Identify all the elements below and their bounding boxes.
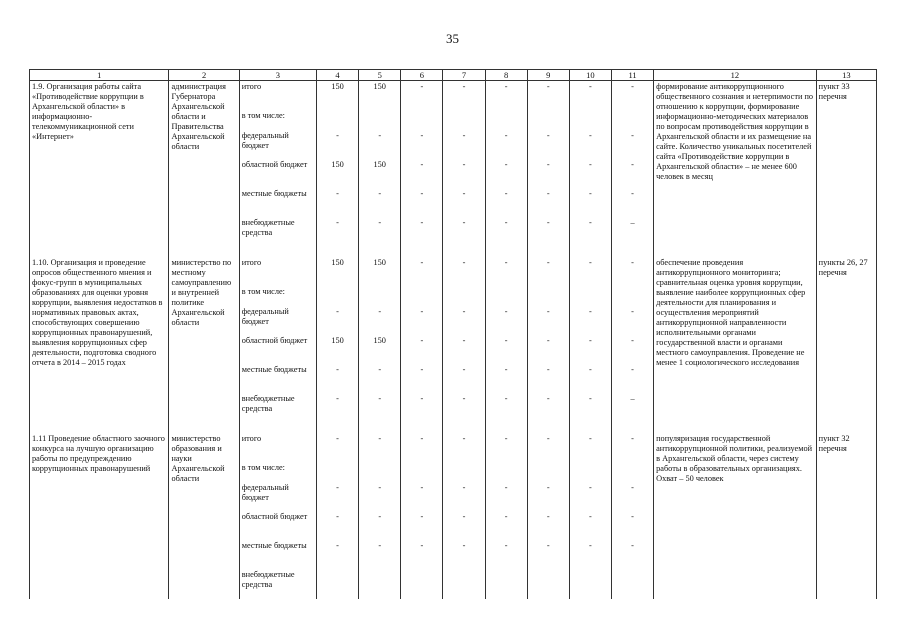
header-cell: 7: [443, 70, 485, 81]
amount-cell: -: [546, 160, 550, 169]
amount-cell: -: [378, 365, 382, 374]
amount-cell: -: [378, 189, 382, 198]
amount-cell: [572, 463, 609, 483]
executor: министерство по местному самоуправлению и внутренней политике Архангельской области: [169, 257, 239, 423]
amount-cell: -: [378, 512, 382, 521]
amount-cell: -: [462, 483, 466, 492]
spacer-cell: [816, 423, 876, 433]
amount-cell: -: [336, 434, 339, 443]
amount-cell: [361, 111, 398, 131]
amount-cell: [530, 570, 567, 599]
spacer-cell: [401, 247, 443, 257]
amount-cell: -: [462, 218, 466, 227]
amount-cell: -: [462, 307, 466, 316]
amount-cell: 150: [331, 336, 344, 345]
spacer-cell: [816, 247, 876, 257]
amount-cell: [361, 570, 398, 599]
amount-cell: [403, 287, 440, 307]
amount-column: [316, 433, 358, 599]
amount-cell: [403, 111, 440, 131]
amount-cell: -: [504, 131, 508, 140]
amount-cell: -: [420, 218, 424, 227]
amount-cell: -: [631, 189, 634, 198]
spacer-cell: [169, 247, 239, 257]
executor: администрация Губернатора Архангельской области и Правительства Архангельской области: [169, 81, 239, 248]
amount-cell: -: [420, 434, 424, 443]
table-row: [30, 81, 877, 248]
spacer-cell: [654, 247, 817, 257]
measure-name: 1.9. Организация работы сайта «Противодействие коррупции в Архангельской области» в информационно-телекоммуникационной сети «Интернет»: [30, 81, 169, 248]
amount-column: [485, 257, 527, 423]
amount-cell: [445, 287, 482, 307]
amount-column: [527, 257, 569, 423]
amount-column: [569, 433, 611, 599]
funding-sources: [239, 257, 316, 423]
amount-column: [611, 433, 653, 599]
header-cell: 2: [169, 70, 239, 81]
amount-cell: -: [420, 82, 424, 91]
funding-source-label: итого: [241, 434, 262, 443]
amount-cell: -: [546, 541, 550, 550]
amount-cell: 150: [331, 160, 344, 169]
amount-cell: -: [420, 336, 424, 345]
amount-cell: -: [378, 307, 382, 316]
amount-column: [401, 433, 443, 599]
amount-cell: -: [420, 160, 424, 169]
amount-cell: -: [420, 512, 424, 521]
amount-cell: -: [546, 218, 550, 227]
amount-cell: -: [631, 160, 634, 169]
amount-cell: -: [589, 218, 592, 227]
amount-cell: -: [420, 307, 424, 316]
amount-cell: [319, 287, 356, 307]
amount-cell: -: [336, 394, 339, 403]
spacer-cell: [485, 247, 527, 257]
amount-cell: 150: [331, 82, 344, 91]
amount-cell: -: [462, 541, 466, 550]
amount-cell: -: [546, 434, 550, 443]
amount-column: [569, 257, 611, 423]
amount-cell: 150: [373, 82, 386, 91]
amount-cell: 150: [373, 160, 386, 169]
amount-cell: -: [462, 258, 466, 267]
amount-cell: -: [504, 483, 508, 492]
spacer-cell: [443, 423, 485, 433]
amount-cell: [530, 463, 567, 483]
amount-cell: [403, 570, 440, 599]
funding-source-label: федеральный бюджет: [241, 131, 289, 150]
spacer-cell: [527, 423, 569, 433]
amount-cell: -: [631, 336, 634, 345]
header-cell: 9: [527, 70, 569, 81]
spacer-cell: [611, 247, 653, 257]
amount-cell: -: [631, 483, 634, 492]
amount-column: [443, 81, 485, 248]
amount-cell: [572, 287, 609, 307]
amount-cell: -: [336, 512, 339, 521]
amount-column: [569, 81, 611, 248]
funding-source-label: областной бюджет: [241, 336, 308, 345]
amount-cell: 150: [331, 258, 344, 267]
amount-cell: -: [462, 512, 466, 521]
funding-source-label: итого: [241, 258, 262, 267]
amount-cell: –: [630, 218, 635, 227]
amount-cell: -: [631, 131, 634, 140]
amount-cell: [488, 463, 525, 483]
amount-cell: -: [336, 483, 339, 492]
amount-cell: -: [336, 189, 339, 198]
expected-result: обеспечение проведения антикоррупционного мониторинга; сравнительная оценка уровня коррупции, выявление наиболее коррупционных сфер деятельности для планирования и осуществления мероприятий антикоррупционной направленности исполнительными органами государственной власти и органами местного самоуправления. Проведение не менее 1 социологического исследования: [654, 257, 817, 423]
table-row: [30, 257, 877, 423]
header-cell: 1: [30, 70, 169, 81]
amount-cell: -: [462, 336, 466, 345]
amount-column: [359, 81, 401, 248]
amount-cell: [530, 287, 567, 307]
expected-result: формирование антикоррупционного общественного сознания и нетерпимости по отношению к коррупции, формирование информационно-методических материалов по вопросам противодействия коррупции в Архангельской области и их размещение на сайте. Количество уникальных посетителей сайта «Противодействие коррупции в Архангельской области» – не менее 600 человек в месяц: [654, 81, 817, 248]
amount-cell: -: [631, 307, 634, 316]
table-row: [30, 433, 877, 599]
amount-cell: -: [420, 189, 424, 198]
spacer-cell: [239, 423, 316, 433]
amount-column: [485, 81, 527, 248]
amount-cell: -: [378, 218, 382, 227]
amount-cell: –: [630, 394, 635, 403]
amount-cell: -: [589, 307, 592, 316]
amount-cell: -: [631, 541, 634, 550]
amount-column: [527, 81, 569, 248]
amount-cell: -: [336, 218, 339, 227]
amount-column: [401, 257, 443, 423]
amount-cell: -: [546, 82, 550, 91]
amount-cell: [488, 111, 525, 131]
amount-cell: -: [589, 483, 592, 492]
amount-cell: -: [631, 434, 634, 443]
amount-cell: -: [462, 131, 466, 140]
amount-cell: -: [420, 541, 424, 550]
spacer-cell: [443, 247, 485, 257]
header-cell: 3: [239, 70, 316, 81]
amount-cell: -: [336, 307, 339, 316]
spacer-cell: [316, 423, 358, 433]
amount-cell: -: [462, 434, 466, 443]
measure-name: 1.11 Проведение областного заочного конкурса на лучшую организацию работы по предупреждению коррупционных правонарушений: [30, 433, 169, 599]
amount-cell: -: [589, 189, 592, 198]
amount-cell: -: [546, 336, 550, 345]
amount-cell: -: [378, 483, 382, 492]
amount-cell: -: [589, 336, 592, 345]
amount-column: [316, 257, 358, 423]
amount-cell: -: [504, 189, 508, 198]
amount-cell: [614, 463, 651, 483]
amount-cell: [361, 287, 398, 307]
amount-cell: -: [546, 131, 550, 140]
amount-cell: [488, 287, 525, 307]
amount-cell: [614, 287, 651, 307]
amount-cell: -: [378, 131, 382, 140]
amount-cell: -: [589, 82, 592, 91]
spacer-cell: [359, 247, 401, 257]
program-table: [29, 69, 877, 599]
amount-cell: -: [589, 512, 592, 521]
amount-cell: [445, 570, 482, 599]
amount-cell: [319, 463, 356, 483]
amount-cell: -: [504, 434, 508, 443]
funding-source-label: федеральный бюджет: [241, 483, 289, 502]
amount-cell: [530, 111, 567, 131]
funding-source-label: местные бюджеты: [241, 189, 307, 198]
row-spacer: [30, 423, 877, 433]
amount-column: [443, 433, 485, 599]
header-cell: 12: [654, 70, 817, 81]
measure-name: 1.10. Организация и проведение опросов общественного мнения и фокус-групп в муниципальных образованиях для оценки уровня коррупции, выявления недостатков в нормативных правовых актах, способствующих совершению коррупционных правонарушений, выявления коррупционных сфер деятельности, подготовка сводного отчета в 2014 – 2015 годах: [30, 257, 169, 423]
amount-cell: -: [546, 189, 550, 198]
funding-sources: [239, 81, 316, 248]
amount-column: [485, 433, 527, 599]
amount-column: [611, 257, 653, 423]
amount-cell: -: [504, 258, 508, 267]
header-cell: 8: [485, 70, 527, 81]
expected-result: популяризация государственной антикоррупционной политики, реализуемой в Архангельской области, через систему работы в образовательных организациях. Охват – 50 человек: [654, 433, 817, 599]
spacer-cell: [654, 423, 817, 433]
funding-source-label: местные бюджеты: [241, 541, 307, 550]
reference: пункт 32 перечня: [816, 433, 876, 599]
amount-cell: 150: [373, 336, 386, 345]
amount-cell: -: [378, 541, 382, 550]
header-cell: 5: [359, 70, 401, 81]
amount-cell: -: [504, 365, 508, 374]
amount-cell: -: [336, 365, 339, 374]
amount-cell: [445, 463, 482, 483]
page-number: 35: [446, 31, 459, 46]
amount-cell: -: [504, 307, 508, 316]
amount-column: [359, 257, 401, 423]
spacer-cell: [527, 247, 569, 257]
amount-cell: -: [504, 512, 508, 521]
amount-cell: [445, 111, 482, 131]
funding-source-label: внебюджетные средства: [241, 570, 295, 589]
header-cell: 4: [316, 70, 358, 81]
amount-cell: [361, 463, 398, 483]
amount-column: [316, 81, 358, 248]
spacer-cell: [169, 423, 239, 433]
amount-cell: -: [631, 365, 634, 374]
amount-cell: -: [420, 258, 424, 267]
amount-cell: -: [589, 541, 592, 550]
amount-cell: [319, 570, 356, 599]
amount-cell: -: [336, 131, 339, 140]
header-cell: 11: [611, 70, 653, 81]
amount-cell: [319, 111, 356, 131]
amount-cell: -: [546, 483, 550, 492]
amount-cell: -: [504, 82, 508, 91]
amount-cell: -: [420, 365, 424, 374]
amount-cell: -: [546, 307, 550, 316]
amount-cell: [614, 111, 651, 131]
amount-cell: -: [504, 394, 508, 403]
funding-sources: [239, 433, 316, 599]
amount-cell: -: [589, 365, 592, 374]
spacer-cell: [30, 423, 169, 433]
amount-cell: -: [546, 258, 550, 267]
amount-cell: -: [504, 541, 508, 550]
funding-source-label: итого: [241, 82, 262, 91]
amount-column: [401, 81, 443, 248]
amount-cell: -: [462, 189, 466, 198]
amount-cell: [403, 463, 440, 483]
executor: министерство образования и науки Архангельской области: [169, 433, 239, 599]
row-spacer: [30, 247, 877, 257]
amount-cell: -: [504, 160, 508, 169]
amount-cell: -: [336, 541, 339, 550]
amount-cell: -: [504, 336, 508, 345]
spacer-cell: [30, 247, 169, 257]
amount-column: [359, 433, 401, 599]
spacer-cell: [316, 247, 358, 257]
funding-source-label: в том числе:: [241, 287, 285, 296]
spacer-cell: [239, 247, 316, 257]
amount-cell: -: [589, 160, 592, 169]
amount-column: [443, 257, 485, 423]
amount-cell: -: [589, 394, 592, 403]
funding-source-label: в том числе:: [241, 463, 285, 472]
funding-source-label: в том числе:: [241, 111, 285, 120]
reference: пункты 26, 27 перечня: [816, 257, 876, 423]
amount-cell: -: [589, 258, 592, 267]
header-row: [30, 70, 877, 81]
amount-cell: -: [589, 434, 592, 443]
amount-cell: -: [420, 394, 424, 403]
amount-column: [611, 81, 653, 248]
amount-cell: -: [546, 365, 550, 374]
header-cell: 10: [569, 70, 611, 81]
amount-cell: -: [378, 434, 382, 443]
amount-cell: -: [546, 394, 550, 403]
amount-cell: -: [378, 394, 382, 403]
amount-cell: -: [504, 218, 508, 227]
amount-cell: [572, 111, 609, 131]
amount-cell: -: [462, 82, 466, 91]
amount-cell: -: [631, 512, 634, 521]
spacer-cell: [401, 423, 443, 433]
amount-cell: 150: [373, 258, 386, 267]
amount-cell: -: [462, 365, 466, 374]
funding-source-label: федеральный бюджет: [241, 307, 289, 326]
reference: пункт 33 перечня: [816, 81, 876, 248]
amount-cell: [488, 570, 525, 599]
header-cell: 6: [401, 70, 443, 81]
spacer-cell: [569, 247, 611, 257]
funding-source-label: областной бюджет: [241, 512, 308, 521]
spacer-cell: [611, 423, 653, 433]
amount-cell: -: [546, 512, 550, 521]
spacer-cell: [485, 423, 527, 433]
funding-source-label: внебюджетные средства: [241, 218, 295, 237]
funding-source-label: областной бюджет: [241, 160, 308, 169]
funding-source-label: местные бюджеты: [241, 365, 307, 374]
spacer-cell: [359, 423, 401, 433]
spacer-cell: [569, 423, 611, 433]
amount-cell: -: [420, 131, 424, 140]
funding-source-label: внебюджетные средства: [241, 394, 295, 413]
amount-cell: -: [589, 131, 592, 140]
amount-cell: [614, 570, 651, 599]
amount-column: [527, 433, 569, 599]
amount-cell: -: [631, 82, 634, 91]
amount-cell: -: [420, 483, 424, 492]
amount-cell: -: [631, 258, 634, 267]
amount-cell: -: [462, 160, 466, 169]
amount-cell: -: [462, 394, 466, 403]
amount-cell: [572, 570, 609, 599]
header-cell: 13: [816, 70, 876, 81]
